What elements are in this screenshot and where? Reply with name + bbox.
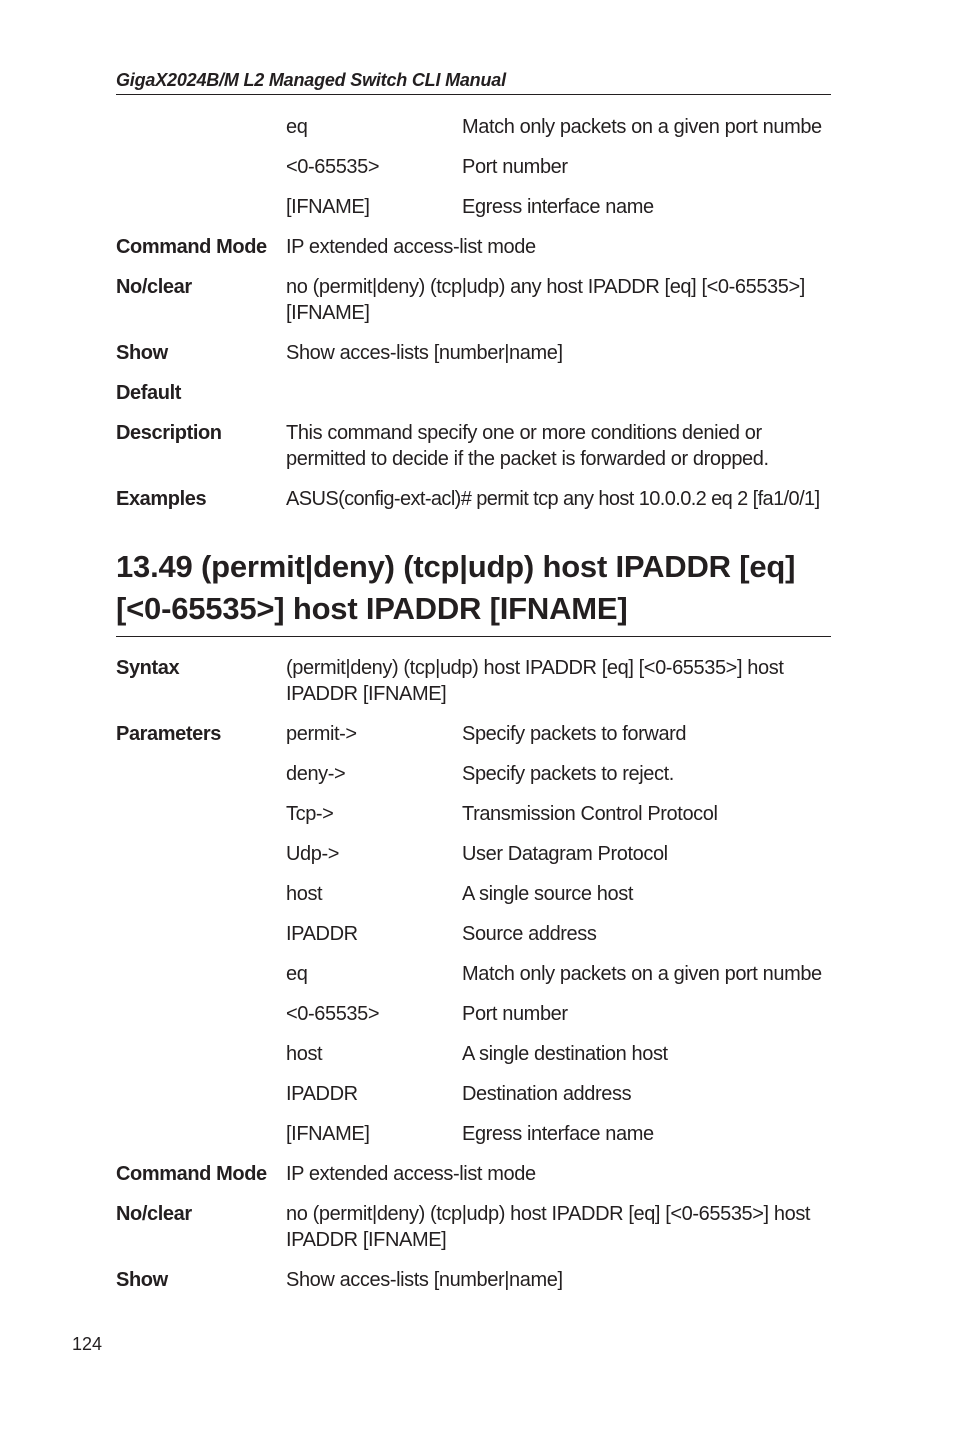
noclear-row: [116, 1201, 831, 1267]
noclear-line1: no (permit|deny) (tcp|udp) host IPADDR [eq] [<0-65535>] host: [286, 1203, 811, 1225]
param-name: [IFNAME]: [286, 196, 370, 218]
param-desc: A single destination host: [462, 1043, 668, 1065]
show-value: Show acces-lists [number|name]: [286, 342, 563, 364]
description-row: [116, 420, 831, 486]
param-desc: Port number: [462, 1003, 568, 1025]
param-row: [116, 114, 831, 154]
param-name: <0-65535>: [286, 156, 380, 178]
show-value: Show acces-lists [number|name]: [286, 1269, 563, 1291]
syntax-line2: IPADDR [IFNAME]: [286, 683, 447, 705]
command-mode-value: IP extended access-list mode: [286, 1163, 536, 1185]
param-row: [116, 721, 831, 761]
section-heading-line1: 13.49 (permit|deny) (tcp|udp) host IPADDR [eq]: [116, 549, 796, 584]
page-number: 124: [72, 1334, 103, 1354]
param-row: [116, 194, 831, 234]
param-row: [116, 1121, 831, 1161]
syntax-row: [116, 655, 831, 721]
show-row: [116, 1267, 831, 1307]
description-line2: permitted to decide if the packet is forwarded or dropped.: [286, 448, 769, 470]
param-desc: Transmission Control Protocol: [462, 803, 718, 825]
running-header: GigaX2024B/M L2 Managed Switch CLI Manual: [116, 70, 831, 95]
param-row: [116, 841, 831, 881]
description-line1: This command specify one or more conditions denied or: [286, 422, 762, 444]
param-desc: Egress interface name: [462, 196, 654, 218]
examples-value: ASUS(config-ext-acl)# permit tcp any host 10.0.0.2 eq 2 [fa1/0/1]: [286, 488, 820, 510]
noclear-label: No/clear: [116, 1203, 192, 1225]
section-heading-line2: [<0-65535>] host IPADDR [IFNAME]: [116, 591, 628, 626]
param-desc: User Datagram Protocol: [462, 843, 668, 865]
default-value: [286, 380, 831, 420]
param-desc: Source address: [462, 923, 597, 945]
syntax-line1: (permit|deny) (tcp|udp) host IPADDR [eq] [<0-65535>] host: [286, 657, 784, 679]
param-desc: Destination address: [462, 1083, 632, 1105]
param-row: [116, 1001, 831, 1041]
default-row: [116, 380, 831, 420]
param-row: [116, 961, 831, 1001]
command-mode-row: [116, 234, 831, 274]
param-desc: Match only packets on a given port numbe: [462, 116, 822, 138]
command-mode-row: [116, 1161, 831, 1201]
syntax-label: Syntax: [116, 657, 180, 679]
command-mode-value: IP extended access-list mode: [286, 236, 536, 258]
param-name: deny->: [286, 763, 346, 785]
show-label: Show: [116, 342, 168, 364]
param-desc: Match only packets on a given port numbe: [462, 963, 822, 985]
parameters-label: Parameters: [116, 723, 221, 745]
param-name: Udp->: [286, 843, 340, 865]
description-label: Description: [116, 422, 222, 444]
param-name: IPADDR: [286, 923, 358, 945]
noclear-line2: IPADDR [IFNAME]: [286, 1229, 447, 1251]
show-label: Show: [116, 1269, 168, 1291]
top-param-list: [116, 114, 831, 526]
param-row: [116, 761, 831, 801]
param-name: permit->: [286, 723, 357, 745]
show-row: [116, 340, 831, 380]
noclear-label: No/clear: [116, 276, 192, 298]
param-desc: Egress interface name: [462, 1123, 654, 1145]
param-row: [116, 801, 831, 841]
param-name: [IFNAME]: [286, 1123, 370, 1145]
noclear-row: [116, 274, 831, 340]
examples-label: Examples: [116, 488, 207, 510]
command-mode-label: Command Mode: [116, 1163, 267, 1185]
param-row: [116, 1041, 831, 1081]
param-name: <0-65535>: [286, 1003, 380, 1025]
param-desc: Port number: [462, 156, 568, 178]
section-heading: [116, 546, 831, 637]
examples-row: [116, 486, 831, 526]
param-name: host: [286, 1043, 323, 1065]
noclear-line1: no (permit|deny) (tcp|udp) any host IPADDR [eq] [<0-65535>]: [286, 276, 805, 298]
param-name: eq: [286, 963, 308, 985]
param-row: [116, 154, 831, 194]
command-mode-label: Command Mode: [116, 236, 267, 258]
noclear-line2: [IFNAME]: [286, 302, 370, 324]
default-label: Default: [116, 382, 181, 404]
param-name: IPADDR: [286, 1083, 358, 1105]
param-desc: A single source host: [462, 883, 633, 905]
param-row: [116, 1081, 831, 1121]
param-desc: Specify packets to reject.: [462, 763, 674, 785]
param-name: host: [286, 883, 323, 905]
section-body: [116, 655, 831, 1307]
param-name: eq: [286, 116, 308, 138]
param-row: [116, 881, 831, 921]
param-row: [116, 921, 831, 961]
param-desc: Specify packets to forward: [462, 723, 687, 745]
param-name: Tcp->: [286, 803, 334, 825]
